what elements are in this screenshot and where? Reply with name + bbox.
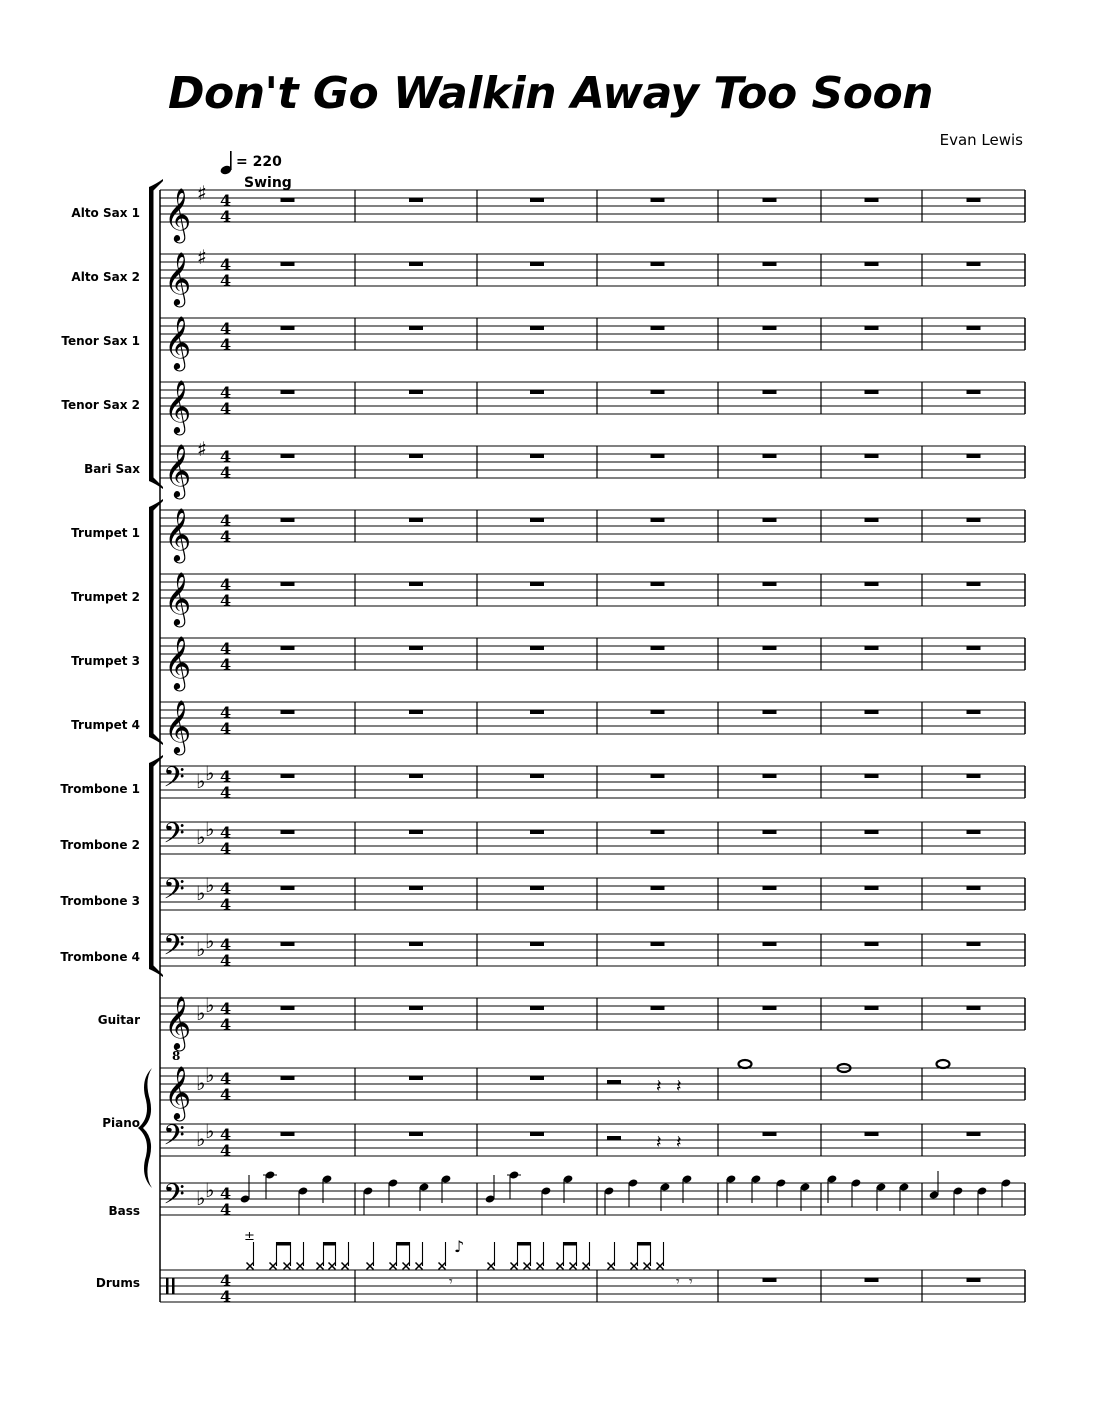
whole-rest	[409, 1076, 423, 1080]
time-signature-top: 4	[220, 383, 232, 402]
staff-15	[160, 1068, 1025, 1100]
flat-icon: ♭	[196, 1071, 206, 1095]
bass-clef-icon: 𝄢	[163, 1178, 185, 1218]
beam	[563, 1242, 576, 1246]
time-signature-top: 4	[220, 1271, 232, 1290]
whole-rest	[409, 454, 423, 458]
whole-rest	[530, 1006, 544, 1010]
trombone-bracket	[149, 755, 163, 977]
whole-rest	[763, 774, 777, 778]
whole-rest	[967, 886, 981, 890]
whole-rest	[967, 198, 981, 202]
whole-rest	[763, 886, 777, 890]
bracket-bar	[149, 187, 154, 481]
drum-flag-note: ♪	[454, 1237, 465, 1256]
label-tenor-sax-1: Tenor Sax 1	[61, 334, 140, 348]
whole-rest	[651, 1006, 665, 1010]
whole-rest	[281, 582, 295, 586]
quarter-rest-icon: 𝄽	[656, 1132, 662, 1153]
whole-rest	[651, 518, 665, 522]
whole-rest	[530, 326, 544, 330]
whole-rest	[281, 830, 295, 834]
time-signature-bottom: 4	[220, 1141, 232, 1160]
time-signature-top: 4	[220, 703, 232, 722]
whole-rest	[865, 582, 879, 586]
label-bass: Bass	[108, 1204, 140, 1218]
time-signature-top: 4	[220, 191, 232, 210]
whole-rest	[530, 582, 544, 586]
whole-rest	[530, 454, 544, 458]
whole-rest	[530, 710, 544, 714]
staff-9	[160, 702, 1025, 734]
whole-rest	[530, 390, 544, 394]
time-signature-top: 4	[220, 999, 232, 1018]
time-signature-top: 4	[220, 1184, 232, 1203]
eighth-rest-icon: 𝄾	[676, 1274, 680, 1290]
label-trumpet-4: Trumpet 4	[71, 718, 140, 732]
label-trombone-2: Trombone 2	[60, 838, 140, 852]
whole-rest	[763, 518, 777, 522]
sharp-icon: ♯	[197, 437, 207, 461]
whole-rest	[763, 830, 777, 834]
quarter-rest-icon: 𝄽	[656, 1076, 662, 1097]
whole-rest	[865, 1132, 879, 1136]
label-trombone-1: Trombone 1	[60, 782, 140, 796]
guitar-octave-mark: 8	[172, 1049, 181, 1063]
drum-note	[608, 1242, 615, 1270]
time-signature-top: 4	[220, 255, 232, 274]
composer-name: Evan Lewis	[939, 131, 1023, 149]
time-signature-top: 4	[220, 511, 232, 530]
whole-rest	[281, 1006, 295, 1010]
label-trumpet-1: Trumpet 1	[71, 526, 140, 540]
flat-icon: ♭	[196, 769, 206, 793]
whole-rest	[967, 1278, 981, 1282]
drum-note	[557, 1242, 564, 1270]
whole-rest	[865, 326, 879, 330]
whole-rest	[651, 710, 665, 714]
whole-rest	[409, 262, 423, 266]
whole-rest	[967, 646, 981, 650]
time-signature-bottom: 4	[220, 591, 232, 610]
time-signature-bottom: 4	[220, 1287, 232, 1306]
bracket-bar	[149, 507, 154, 737]
whole-rest	[763, 942, 777, 946]
staff-14	[160, 998, 1025, 1030]
whole-rest	[763, 1278, 777, 1282]
whole-rest	[281, 710, 295, 714]
flat-icon: ♭	[205, 873, 215, 897]
whole-rest	[281, 262, 295, 266]
whole-rest	[967, 454, 981, 458]
tempo-value: = 220	[236, 154, 282, 170]
flat-icon: ♭	[196, 881, 206, 905]
treble-clef-icon: 𝄞	[164, 571, 192, 625]
flat-icon: ♭	[196, 1186, 206, 1210]
staff-7	[160, 574, 1025, 606]
drum-note	[537, 1242, 544, 1270]
whole-rest	[409, 198, 423, 202]
whole-rest	[409, 886, 423, 890]
bass-clef-icon: 𝄢	[163, 873, 185, 913]
time-signature-top: 4	[220, 639, 232, 658]
time-signature-bottom: 4	[220, 271, 232, 290]
label-alto-sax-2: Alto Sax 2	[71, 270, 140, 284]
time-signature-top: 4	[220, 319, 232, 338]
whole-rest	[409, 1132, 423, 1136]
label-bari-sax: Bari Sax	[84, 462, 140, 476]
whole-rest	[409, 830, 423, 834]
whole-rest	[865, 830, 879, 834]
piano-brace-icon	[138, 1068, 152, 1188]
label-trombone-3: Trombone 3	[60, 894, 140, 908]
half-rest	[607, 1080, 621, 1084]
whole-rest	[409, 326, 423, 330]
whole-rest	[530, 262, 544, 266]
drum-note	[631, 1242, 638, 1270]
flat-icon: ♭	[205, 1178, 215, 1202]
treble-clef-icon: 𝄞	[164, 507, 192, 561]
whole-rest	[651, 942, 665, 946]
time-signature-bottom: 4	[220, 1015, 232, 1034]
staff-6	[160, 510, 1025, 542]
whole-rest	[409, 710, 423, 714]
score-title: Don't Go Walkin Away Too Soon	[167, 68, 934, 119]
beam	[276, 1242, 290, 1246]
bracket-bar	[149, 763, 154, 969]
treble-clef-icon: 𝄞	[164, 1065, 192, 1119]
whole-rest	[651, 830, 665, 834]
whole-rest	[967, 1006, 981, 1010]
flat-icon: ♭	[205, 1063, 215, 1087]
drum-note	[570, 1242, 577, 1270]
time-signature-top: 4	[220, 879, 232, 898]
whole-rest	[281, 326, 295, 330]
drum-note	[329, 1242, 336, 1270]
flat-icon: ♭	[205, 993, 215, 1017]
whole-rest	[281, 942, 295, 946]
whole-rest	[763, 262, 777, 266]
quarter-rest-icon: 𝄽	[676, 1076, 682, 1097]
drum-note	[390, 1242, 397, 1270]
staff-1	[160, 190, 1025, 222]
time-signature-bottom: 4	[220, 719, 232, 738]
label-trombone-4: Trombone 4	[60, 950, 140, 964]
drum-note	[644, 1242, 651, 1270]
whole-rest	[967, 326, 981, 330]
whole-rest	[530, 886, 544, 890]
beam	[637, 1242, 650, 1246]
whole-rest	[763, 1132, 777, 1136]
percussion-clef-icon	[166, 1278, 169, 1294]
time-signature-top: 4	[220, 935, 232, 954]
staff-16	[160, 1124, 1025, 1156]
staff-13	[160, 934, 1025, 966]
beam	[396, 1242, 409, 1246]
treble-clef-icon: 𝄞	[164, 635, 192, 689]
time-signature-top: 4	[220, 1125, 232, 1144]
treble-clef-icon: 𝄞	[164, 699, 192, 753]
time-signature-top: 4	[220, 823, 232, 842]
time-signature-bottom: 4	[220, 463, 232, 482]
whole-rest	[530, 1132, 544, 1136]
treble-clef-icon: 𝄞	[164, 379, 192, 433]
quarter-rest-icon: 𝄽	[676, 1132, 682, 1153]
whole-rest	[763, 1006, 777, 1010]
time-signature-bottom: 4	[220, 207, 232, 226]
drum-note	[247, 1242, 254, 1270]
bass-clef-icon: 𝄢	[163, 761, 185, 801]
whole-rest	[865, 1006, 879, 1010]
time-signature-bottom: 4	[220, 335, 232, 354]
whole-rest	[967, 582, 981, 586]
beam	[323, 1242, 335, 1246]
whole-rest	[409, 582, 423, 586]
whole-rest	[530, 518, 544, 522]
whole-rest	[651, 262, 665, 266]
drum-note	[524, 1242, 531, 1270]
drum-accent-mark: ±	[244, 1229, 255, 1244]
whole-rest	[865, 886, 879, 890]
whole-rest	[281, 518, 295, 522]
time-signature-bottom: 4	[220, 1085, 232, 1104]
treble-clef-icon: 𝄞	[164, 251, 192, 305]
whole-rest	[967, 942, 981, 946]
time-signature-top: 4	[220, 575, 232, 594]
bass-clef-icon: 𝄢	[163, 1119, 185, 1159]
whole-rest	[967, 390, 981, 394]
whole-rest	[967, 774, 981, 778]
whole-rest	[967, 262, 981, 266]
time-signature-bottom: 4	[220, 655, 232, 674]
drum-note	[270, 1242, 277, 1270]
staff-10	[160, 766, 1025, 798]
staff-12	[160, 878, 1025, 910]
whole-rest	[865, 198, 879, 202]
staff-8	[160, 638, 1025, 670]
whole-rest	[865, 710, 879, 714]
whole-rest	[409, 518, 423, 522]
staff-17	[160, 1183, 1025, 1215]
beam	[517, 1242, 530, 1246]
drum-note	[439, 1242, 446, 1270]
whole-rest	[865, 518, 879, 522]
whole-rest	[763, 390, 777, 394]
tempo-style: Swing	[244, 175, 292, 191]
trumpet-bracket	[149, 499, 163, 745]
whole-rest	[530, 646, 544, 650]
time-signature-bottom: 4	[220, 895, 232, 914]
whole-rest	[651, 886, 665, 890]
time-signature-bottom: 4	[220, 399, 232, 418]
whole-rest	[281, 454, 295, 458]
drum-note	[416, 1242, 423, 1270]
whole-rest	[281, 198, 295, 202]
treble-clef-icon: 𝄞	[164, 187, 192, 241]
drum-note	[403, 1242, 410, 1270]
whole-rest	[651, 390, 665, 394]
whole-rest	[409, 774, 423, 778]
drum-note	[583, 1242, 590, 1270]
drum-note	[511, 1242, 518, 1270]
label-trumpet-3: Trumpet 3	[71, 654, 140, 668]
whole-rest	[763, 326, 777, 330]
whole-note	[739, 1060, 752, 1068]
drum-note	[297, 1242, 304, 1270]
time-signature-bottom: 4	[220, 951, 232, 970]
staff-18	[160, 1270, 1025, 1302]
drum-note	[342, 1242, 349, 1270]
treble-clef-icon: 𝄞	[164, 315, 192, 369]
flat-icon: ♭	[205, 929, 215, 953]
time-signature-bottom: 4	[220, 839, 232, 858]
whole-rest	[409, 646, 423, 650]
whole-rest	[409, 1006, 423, 1010]
drum-note	[488, 1242, 495, 1270]
whole-rest	[651, 582, 665, 586]
whole-rest	[651, 326, 665, 330]
whole-note	[937, 1060, 950, 1068]
time-signature-top: 4	[220, 1069, 232, 1088]
whole-rest	[865, 646, 879, 650]
whole-rest	[865, 942, 879, 946]
whole-rest	[281, 1076, 295, 1080]
flat-icon: ♭	[196, 1001, 206, 1025]
drum-note	[367, 1242, 374, 1270]
whole-rest	[865, 390, 879, 394]
treble-clef-icon: 𝄞	[164, 995, 192, 1049]
sharp-icon: ♯	[197, 181, 207, 205]
whole-rest	[281, 646, 295, 650]
label-guitar: Guitar	[97, 1013, 140, 1027]
whole-rest	[530, 198, 544, 202]
whole-rest	[530, 774, 544, 778]
half-rest	[607, 1136, 621, 1140]
eighth-rest-icon: 𝄾	[689, 1274, 693, 1290]
label-trumpet-2: Trumpet 2	[71, 590, 140, 604]
whole-rest	[865, 774, 879, 778]
eighth-rest-icon: 𝄾	[449, 1274, 453, 1290]
whole-rest	[281, 1132, 295, 1136]
flat-icon: ♭	[205, 817, 215, 841]
drum-note	[657, 1242, 664, 1270]
whole-rest	[651, 646, 665, 650]
whole-rest	[865, 454, 879, 458]
time-signature-bottom: 4	[220, 1200, 232, 1219]
percussion-clef-icon	[172, 1278, 175, 1294]
whole-rest	[409, 390, 423, 394]
whole-rest	[763, 198, 777, 202]
whole-rest	[763, 710, 777, 714]
whole-rest	[865, 262, 879, 266]
flat-icon: ♭	[196, 1127, 206, 1151]
whole-rest	[530, 942, 544, 946]
bass-clef-icon: 𝄢	[163, 817, 185, 857]
whole-rest	[651, 198, 665, 202]
flat-icon: ♭	[196, 825, 206, 849]
time-signature-top: 4	[220, 447, 232, 466]
staff-5	[160, 446, 1025, 478]
whole-rest	[281, 390, 295, 394]
flat-icon: ♭	[196, 937, 206, 961]
sharp-icon: ♯	[197, 245, 207, 269]
whole-rest	[651, 454, 665, 458]
staff-3	[160, 318, 1025, 350]
flat-icon: ♭	[205, 1119, 215, 1143]
bass-clef-icon: 𝄢	[163, 929, 185, 969]
whole-rest	[281, 886, 295, 890]
whole-rest	[967, 710, 981, 714]
staff-4	[160, 382, 1025, 414]
whole-rest	[865, 1278, 879, 1282]
label-drums: Drums	[95, 1276, 140, 1290]
staff-11	[160, 822, 1025, 854]
label-tenor-sax-2: Tenor Sax 2	[61, 398, 140, 412]
staff-2	[160, 254, 1025, 286]
label-piano: Piano	[102, 1116, 140, 1130]
treble-clef-icon: 𝄞	[164, 443, 192, 497]
time-signature-bottom: 4	[220, 783, 232, 802]
whole-rest	[530, 1076, 544, 1080]
whole-rest	[763, 582, 777, 586]
drum-note	[284, 1242, 291, 1270]
drum-note	[317, 1242, 324, 1270]
whole-rest	[409, 942, 423, 946]
whole-rest	[967, 1132, 981, 1136]
whole-rest	[281, 774, 295, 778]
whole-rest	[763, 454, 777, 458]
whole-rest	[967, 518, 981, 522]
whole-rest	[763, 646, 777, 650]
whole-rest	[651, 774, 665, 778]
whole-rest	[967, 830, 981, 834]
flat-icon: ♭	[205, 761, 215, 785]
time-signature-top: 4	[220, 767, 232, 786]
label-alto-sax-1: Alto Sax 1	[71, 206, 140, 220]
whole-rest	[530, 830, 544, 834]
time-signature-bottom: 4	[220, 527, 232, 546]
